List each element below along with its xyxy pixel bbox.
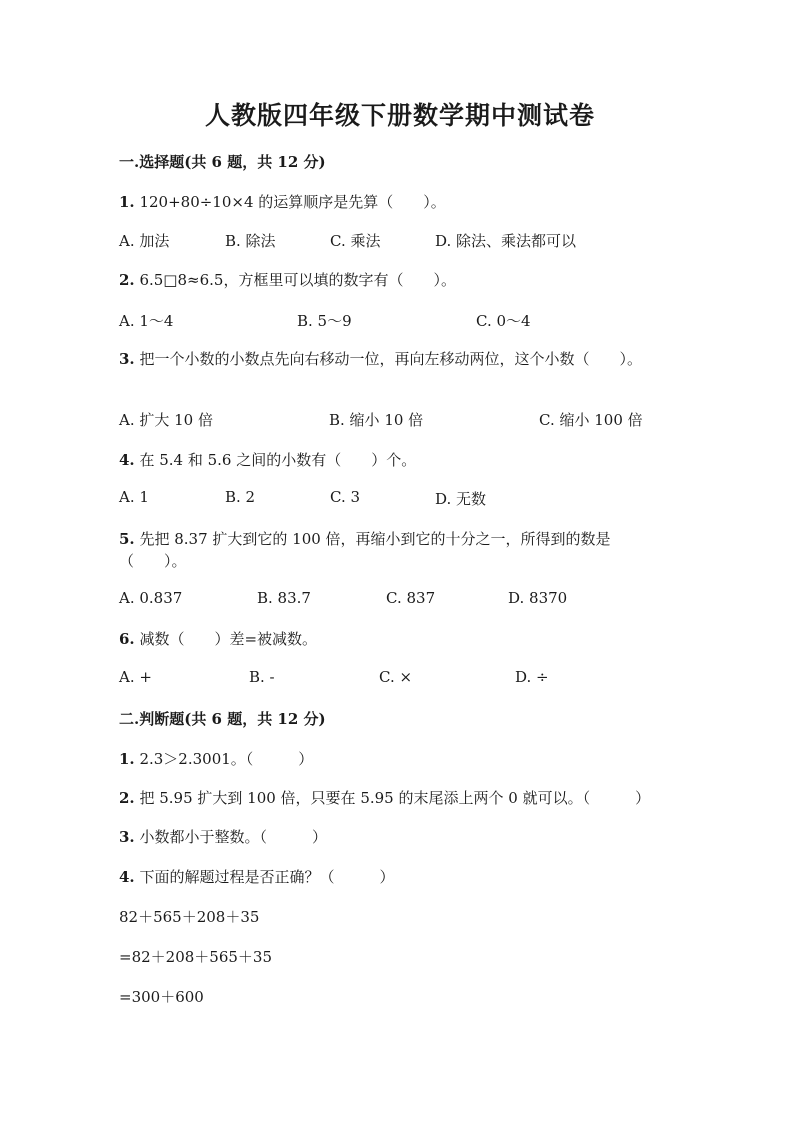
question-4	[119, 449, 416, 470]
question-number: 4.	[119, 868, 135, 886]
judgment-question-2	[119, 787, 650, 808]
option-b: B. -	[249, 668, 275, 686]
question-text: 6.5□8≈6.5，方框里可以填的数字有（ ）。	[139, 271, 456, 289]
question-text: 减数（ ）差=被减数。	[139, 630, 318, 648]
question-number: 2.	[119, 271, 135, 289]
question-text: 120+80÷10×4 的运算顺序是先算（ ）。	[139, 193, 446, 211]
question-number: 3.	[119, 350, 135, 368]
question-5	[119, 528, 611, 549]
options-row-4	[119, 488, 679, 508]
option-b: B. 除法	[225, 232, 276, 250]
section-heading-judgment: 二.判断题(共 6 题，共 12 分)	[119, 710, 326, 728]
option-b: B. 5～9	[297, 312, 352, 330]
section-heading-choice: 一.选择题(共 6 题，共 12 分)	[119, 153, 326, 171]
question-1	[119, 191, 446, 212]
options-row-3	[119, 409, 679, 429]
question-text: 把 5.95 扩大到 100 倍，只要在 5.95 的末尾添上两个 0 就可以。（ ）	[139, 789, 651, 807]
option-a: A. 1～4	[119, 312, 174, 330]
option-c: C. 乘法	[330, 232, 381, 250]
option-b: B. 2	[225, 488, 256, 506]
option-b: B. 83.7	[257, 589, 311, 607]
option-a: A. 扩大 10 倍	[119, 411, 213, 429]
question-3	[119, 348, 642, 369]
question-number: 4.	[119, 451, 135, 469]
option-d: D. 除法、乘法都可以	[435, 232, 577, 250]
option-d: D. 无数	[435, 490, 487, 508]
option-a: A. 1	[119, 488, 149, 506]
judgment-question-1	[119, 748, 313, 769]
option-a: A. +	[119, 668, 152, 686]
question-text: 小数都小于整数。（ ）	[139, 828, 327, 846]
question-number: 6.	[119, 630, 135, 648]
options-row-5	[119, 589, 679, 609]
question-6	[119, 628, 317, 649]
option-c: C. 837	[386, 589, 436, 607]
option-b: B. 缩小 10 倍	[329, 411, 424, 429]
judgment-question-4	[119, 866, 394, 887]
options-row-1	[119, 230, 679, 250]
question-number: 1.	[119, 750, 135, 768]
options-row-6	[119, 668, 679, 688]
question-text: 把一个小数的小数点先向右移动一位，再向左移动两位，这个小数（ ）。	[139, 350, 642, 368]
option-a: A. 0.837	[119, 589, 183, 607]
question-number: 5.	[119, 530, 135, 548]
option-c: C. ×	[379, 668, 413, 686]
question-number: 1.	[119, 193, 135, 211]
option-c: C. 缩小 100 倍	[539, 411, 643, 429]
question-text: 2.3＞2.3001。（ ）	[139, 750, 314, 768]
question-number: 3.	[119, 828, 135, 846]
question-2	[119, 269, 456, 290]
question-text: 先把 8.37 扩大到它的 100 倍，再缩小到它的十分之一，所得到的数是	[139, 530, 611, 548]
options-row-2	[119, 310, 679, 330]
option-a: A. 加法	[119, 232, 170, 250]
work-line-2: =82＋208＋565＋35	[119, 948, 273, 966]
option-d: D. ÷	[515, 668, 549, 686]
question-text: 在 5.4 和 5.6 之间的小数有（ ）个。	[139, 451, 417, 469]
option-d: D. 8370	[508, 589, 568, 607]
option-c: C. 0～4	[476, 312, 531, 330]
question-text: 下面的解题过程是否正确？（ ）	[139, 868, 395, 886]
option-c: C. 3	[330, 488, 361, 506]
question-number: 2.	[119, 789, 135, 807]
question-5-continuation: （ ）。	[119, 552, 187, 570]
work-line-3: =300＋600	[119, 988, 204, 1006]
page-title: 人教版四年级下册数学期中测试卷	[204, 101, 595, 130]
work-line-1: 82＋565＋208＋35	[119, 908, 260, 926]
judgment-question-3	[119, 826, 327, 847]
